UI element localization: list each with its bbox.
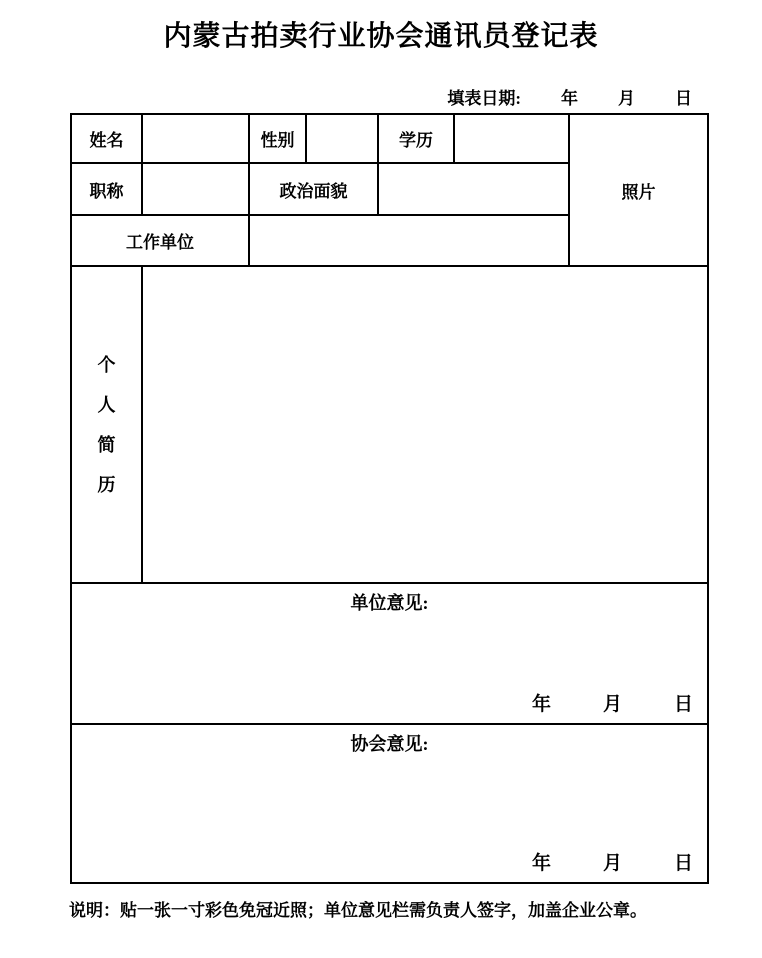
resume-label-char: 人	[97, 394, 116, 415]
job-title-field[interactable]	[142, 163, 249, 215]
unit-opinion-field[interactable]	[78, 615, 701, 689]
table-row	[71, 114, 708, 163]
work-unit-label: 工作单位	[71, 215, 249, 266]
unit-opinion-cell	[71, 583, 708, 724]
unit-opinion-sign-date	[78, 689, 701, 716]
sign-year-label: 年	[531, 694, 551, 715]
sign-month-label: 月	[602, 694, 622, 715]
job-title-label: 职称	[71, 163, 142, 215]
form-title: 内蒙古拍卖行业协会通讯员登记表	[163, 21, 599, 52]
resume-label-char: 个	[97, 354, 116, 375]
fill-date-month-label: 月	[618, 89, 635, 108]
resume-label	[71, 266, 142, 583]
association-opinion-field[interactable]	[78, 756, 701, 848]
association-opinion-section	[72, 726, 707, 881]
association-opinion-sign-date	[78, 848, 701, 875]
sign-month-label: 月	[602, 853, 622, 874]
gender-field[interactable]	[306, 114, 378, 163]
political-status-label: 政治面貌	[249, 163, 378, 215]
unit-opinion-label: 单位意见:	[350, 593, 429, 613]
education-label: 学历	[378, 114, 454, 163]
gender-label: 性别	[249, 114, 306, 163]
table-row	[71, 266, 708, 583]
resume-field[interactable]	[142, 266, 708, 583]
table-row	[71, 583, 708, 724]
sign-day-label: 日	[673, 853, 693, 874]
fill-date-line	[70, 84, 692, 109]
name-field[interactable]	[142, 114, 249, 163]
registration-table	[70, 113, 709, 884]
fill-date-day-label: 日	[675, 89, 692, 108]
fill-date-year-label: 年	[561, 89, 578, 108]
name-label: 姓名	[71, 114, 142, 163]
education-field[interactable]	[454, 114, 569, 163]
resume-label-char: 历	[97, 474, 116, 495]
association-opinion-cell	[71, 724, 708, 883]
work-unit-field[interactable]	[249, 215, 569, 266]
unit-opinion-section	[72, 585, 707, 722]
association-opinion-label: 协会意见:	[350, 734, 429, 754]
fill-date-label: 填表日期:	[447, 89, 521, 108]
table-row	[71, 724, 708, 883]
sign-day-label: 日	[673, 694, 693, 715]
photo-area[interactable]: 照片	[569, 114, 708, 266]
political-status-field[interactable]	[378, 163, 569, 215]
resume-label-char: 简	[97, 434, 116, 455]
sign-year-label: 年	[531, 853, 551, 874]
instructions-note: 说明：贴一张一寸彩色免冠近照；单位意见栏需负责人签字，加盖企业公章。	[69, 901, 647, 920]
